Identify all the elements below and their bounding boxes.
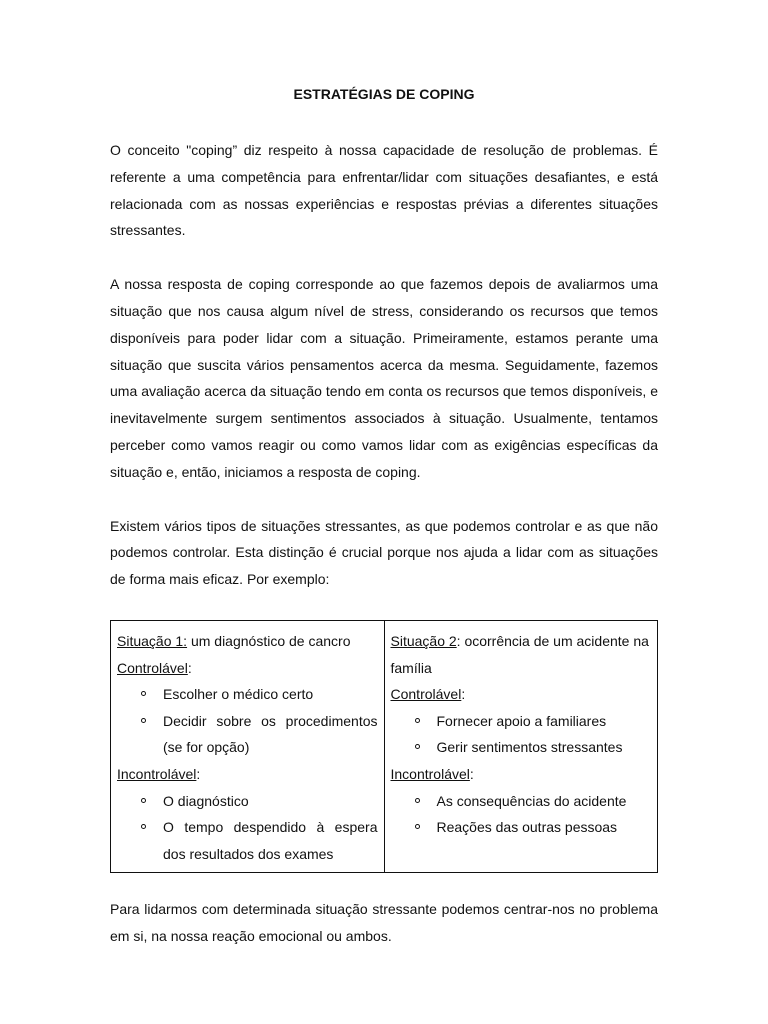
list-item: Escolher o médico certo [163,681,378,708]
situation-2-controllable-list [391,708,652,761]
list-item: O diagnóstico [163,788,378,815]
situation-1-heading [117,628,378,655]
situation-2-uncontrollable-list [391,788,652,841]
situation-1-controllable-list [117,681,378,761]
controllable-label: Controlável [117,659,188,676]
situation-2-uncontrollable-heading: Incontrolável: [390,765,474,782]
table-row [111,620,658,872]
list-item: Fornecer apoio a familiares [437,708,652,735]
situation-2-label: Situação 2 [390,632,457,649]
list-item: Decidir sobre os procedimentos (se for opção) [163,708,378,761]
uncontrollable-label: Incontrolável [117,765,197,782]
situation-2-controllable-heading: Controlável: [390,686,466,703]
situations-table [110,620,658,873]
document-title: ESTRATÉGIAS DE COPING [293,86,475,102]
situation-1-controllable-heading: Controlável: [117,659,192,676]
controllable-label: Controlável [390,686,462,703]
paragraph-closing: Para lidarmos com determinada situação stressante podemos centrar-nos no problema em si, na nossa reação emocional ou ambos. [110,901,658,945]
situation-1-cell [111,620,385,872]
paragraph-coping-concept: O conceito "coping” diz respeito à nossa capacidade de resolução de problemas. É referente a uma competência para enfrentar/lidar com situações desafiantes, e está relacionada com as nossas experiências e respostas prévias a diferentes situações stressantes. [110,142,658,239]
uncontrollable-label: Incontrolável [390,765,470,782]
list-item: O tempo despendido à espera dos resultados dos exames [163,814,378,867]
situation-2-cell [384,620,658,872]
situation-1-uncontrollable-heading: Incontrolável: [117,765,201,782]
situation-2-desc: : ocorrência de um acidente na família [390,632,649,676]
situation-1-desc: um diagnóstico de cancro [187,632,351,649]
situation-1-uncontrollable-list [117,788,378,868]
list-item: Gerir sentimentos stressantes [437,734,652,761]
paragraph-situation-types: Existem vários tipos de situações stressantes, as que podemos controlar e as que não podemos controlar. Esta distinção é crucial porque nos ajuda a lidar com as situações de forma mais eficaz. Por exemplo: [110,517,658,588]
list-item: Reações das outras pessoas [437,814,652,841]
situation-2-heading [391,628,652,681]
list-item: As consequências do acidente [437,788,652,815]
paragraph-coping-response: A nossa resposta de coping corresponde ao que fazemos depois de avaliarmos uma situação que nos causa algum nível de stress, considerando os recursos que temos disponíveis para poder lidar com a situação. Primeiramente, estamos perante uma situação que suscita vários pensamentos acerca da mesma. Seguidamente, fazemos uma avaliação acerca da situação tendo em conta os recursos que temos disponíveis, e inevitavelmente surgem sentimentos associados à situação. Usualmente, tentamos perceber como vamos reagir ou como vamos lidar com as exigências específicas da situação e, então, iniciamos a resposta de coping. [110,276,658,480]
situation-1-label: Situação 1: [117,632,188,649]
